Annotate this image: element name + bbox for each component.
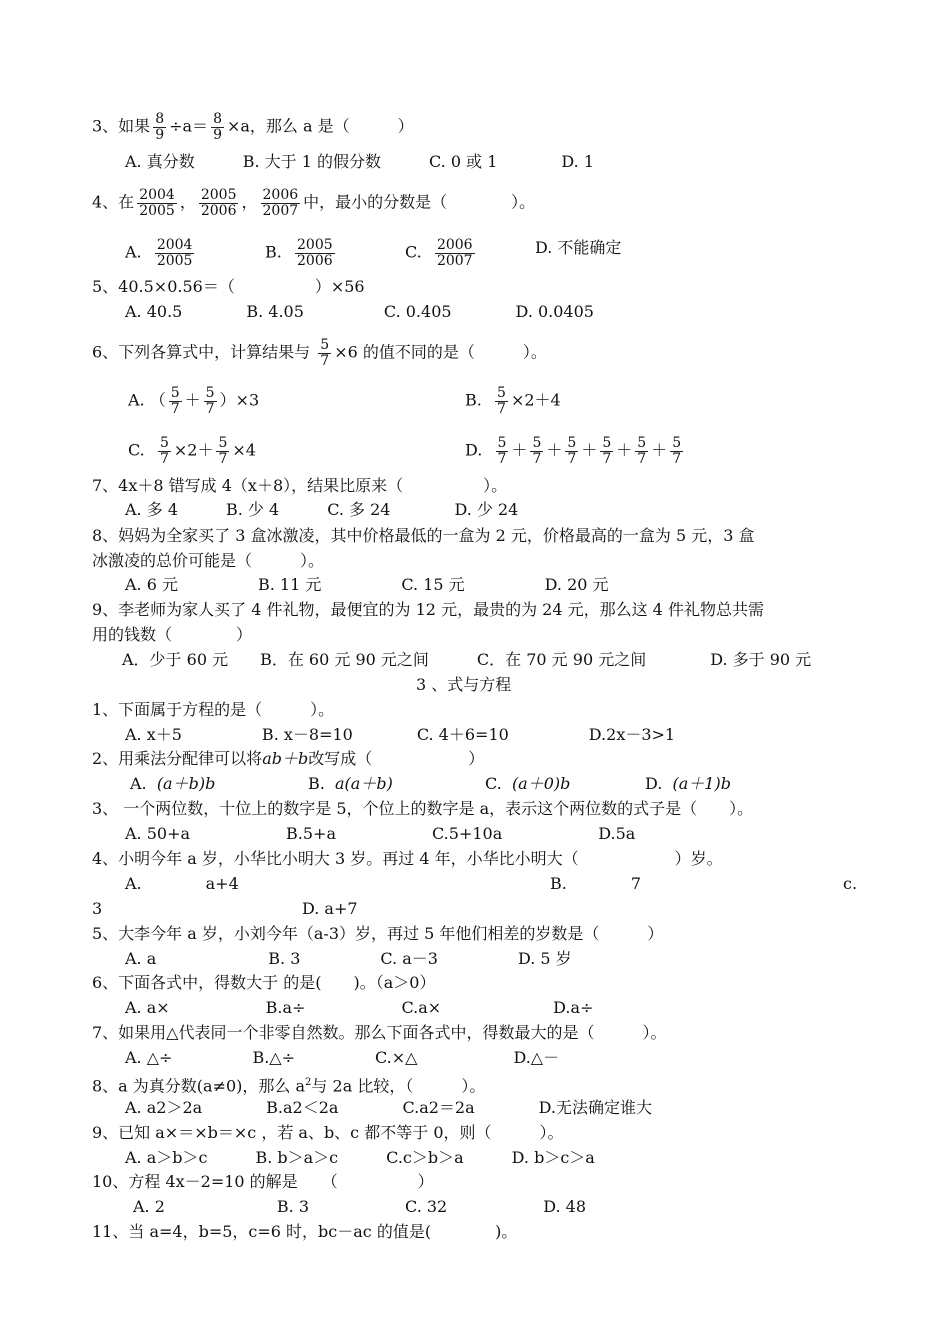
fraction-5-7: $\frac{5}{7}$ (320, 337, 330, 369)
fraction-2005-2006: $\frac{2005}{2006}$ (297, 237, 333, 269)
fraction-2004-2005: $\frac{2004}{2005}$ (156, 237, 193, 269)
question-9-line-1: 9、李老师为家人买了 4 件礼物，最便宜的为 12 元，最贵的为 24 元，那么这 4 件礼物总共需 (92, 600, 764, 619)
fraction-5-7: $\frac{5}{7}$ (532, 435, 542, 467)
eq-q4-option-a: A. a+4 (125, 874, 239, 893)
fraction-2004-2005: $\frac{2004}{2005}$ (139, 187, 175, 219)
eq-question-8: 8、a 为真分数(a≠0)，那么 $a^2$与 2a 比较，（ ）。 (92, 1076, 486, 1096)
q8-options: A. 6 元 B. 11 元 C. 15 元 D. 20 元 (125, 575, 609, 594)
q6-text-b: ×6 的值不同的是（ ）。 (334, 342, 547, 362)
fraction-2006-2007: $\frac{2006}{2007}$ (262, 187, 299, 219)
question-8-line-2: 冰激凌的总价可能是（ ）。 (92, 551, 325, 570)
fraction-5-7: $\frac{5}{7}$ (205, 385, 215, 417)
fraction-8-9: $\frac{8}{9}$ (213, 111, 222, 143)
fraction-5-7: $\frac{5}{7}$ (497, 435, 507, 467)
eq-q4-option-b: B. 7 (550, 874, 642, 893)
q4-sep: ， (179, 192, 196, 212)
eq-q1-options: A. x＋5 B. x－8=10 C. 4＋6=10 D.2x－3>1 (125, 725, 676, 744)
question-6 (92, 338, 547, 368)
eq-q2-option-d: D. (a＋1)b (645, 774, 731, 793)
fraction-8-9: $\frac{8}{9}$ (155, 111, 165, 143)
eq-q3-options: A. 50+a B.5+a C.5+10a D.5a (125, 824, 636, 843)
fraction-5-7: $\frac{5}{7}$ (497, 385, 506, 417)
q4-sep: ， (241, 192, 258, 212)
q3-text-b: ÷a＝ (169, 116, 209, 136)
eq-question-2: 2、用乘法分配律可以将ab＋b改写成（ ） (92, 749, 485, 768)
eq-q4-option-c-value: 3 (92, 899, 103, 918)
eq-question-9: 9、已知 a×＝×b＝×c ，若 a、b、c 都不等于 0，则（ ）。 (92, 1123, 564, 1142)
q4-text-c: 中，最小的分数是（ ）。 (303, 192, 536, 212)
eq-question-7: 7、如果用△代表同一个非零自然数。那么下面各式中，得数最大的是（ ）。 (92, 1023, 667, 1042)
q4-option-a: A. $\frac{2004}{2005}$ (125, 237, 193, 269)
eq-q2-option-a: A. (a＋b)b (130, 774, 216, 793)
fraction-5-7: $\frac{5}{7}$ (602, 435, 612, 467)
eq-q6-options: A. a× B.a÷ C.a× D.a÷ (125, 998, 594, 1017)
question-3 (92, 112, 414, 142)
fraction-5-7: $\frac{5}{7}$ (567, 435, 577, 467)
eq-q4-option-c: c. (843, 874, 858, 893)
eq-q4-option-d: D. a+7 (302, 899, 358, 918)
fraction-5-7: $\frac{5}{7}$ (672, 435, 682, 467)
q3-text-a: 3、如果 (92, 116, 151, 136)
q6-option-d: D. $\frac{5}{7}$ ＋ $\frac{5}{7}$ ＋ $\frac{5}{7}$ ＋ $\frac{5}{7}$ ＋ $\frac{5}{7}$ ＋ $\frac{5}{7}$ (465, 435, 682, 467)
question-4 (92, 188, 535, 218)
fraction-5-7: $\frac{5}{7}$ (159, 435, 169, 467)
eq-q10-options: A. 2 B. 3 C. 32 D. 48 (133, 1197, 587, 1216)
eq-question-4: 4、小明今年 a 岁，小华比小明大 3 岁。再过 4 年，小华比小明大（ ）岁。 (92, 849, 723, 868)
eq-q7-options: A. △÷ B.△÷ C.×△ D.△－ (125, 1048, 560, 1067)
eq-question-10: 10、方程 4x－2=10 的解是 （ ） (92, 1172, 434, 1191)
q3-options: A. 真分数 B. 大于 1 的假分数 C. 0 或 1 D. 1 (125, 152, 594, 171)
eq-question-3: 3、 一个两位数，十位上的数字是 5，个位上的数字是 a，表示这个两位数的式子是（ ）。 (92, 799, 754, 818)
q4-option-b: B. $\frac{2005}{2006}$ (265, 237, 333, 269)
eq-q8-options: A. a2＞2a B.a2＜2a C.a2＝2a D.无法确定谁大 (125, 1098, 652, 1117)
question-8-line-1: 8、妈妈为全家买了 3 盒冰激凌，其中价格最低的一盒为 2 元，价格最高的一盒为 5 元，3 盒 (92, 526, 755, 545)
eq-q5-options: A. a B. 3 C. a－3 D. 5 岁 (125, 949, 572, 968)
q3-text-c: ×a，那么 a 是（ ） (226, 116, 414, 136)
eq-q2-option-b: B. a(a＋b) (308, 774, 393, 793)
q6-text-a: 6、下列各算式中，计算结果与 (92, 342, 311, 362)
q4-option-d: D. 不能确定 (535, 238, 622, 257)
q6-option-a: A. （ $\frac{5}{7}$ ＋ $\frac{5}{7}$ ）×3 (128, 385, 260, 417)
q6-option-b: B. $\frac{5}{7}$ ×2＋4 (465, 385, 561, 417)
q9-options: A．少于 60 元 B．在 60 元 90 元之间 C．在 70 元 90 元之间 D. 多于 90 元 (122, 650, 812, 669)
eq-question-6: 6、下面各式中，得数大于 的是( )。（a＞0） (92, 973, 436, 992)
fraction-2005-2006: $\frac{2005}{2006}$ (200, 187, 237, 219)
q5-options: A. 40.5 B. 4.05 C. 0.405 D. 0.0405 (125, 302, 594, 321)
question-5: 5、40.5×0.56＝（ ）×56 (92, 277, 365, 296)
fraction-5-7: $\frac{5}{7}$ (218, 435, 228, 467)
eq-question-11: 11、当 a=4，b=5，c=6 时，bc－ac 的值是( )。 (92, 1222, 518, 1241)
eq-question-1: 1、下面属于方程的是（ ）。 (92, 700, 335, 719)
eq-question-5: 5、大李今年 a 岁，小刘今年（a-3）岁，再过 5 年他们相差的岁数是（ ） (92, 924, 664, 943)
eq-q2-option-c: C. (a＋0)b (485, 774, 571, 793)
section-title: 3 、式与方程 (416, 675, 512, 694)
q6-option-c: C. $\frac{5}{7}$ ×2＋ $\frac{5}{7}$ ×4 (128, 435, 256, 467)
q7-options: A. 多 4 B. 少 4 C. 多 24 D. 少 24 (125, 500, 519, 519)
expr-ab-plus-b: ab＋b (262, 749, 309, 768)
eq-q9-options: A. a＞b＞c B. b＞a＞c C.c＞b＞a D. b＞c＞a (125, 1148, 595, 1167)
question-9-line-2: 用的钱数（ ） (92, 625, 253, 644)
fraction-5-7: $\frac{5}{7}$ (637, 435, 647, 467)
fraction-2006-2007: $\frac{2006}{2007}$ (436, 237, 473, 269)
q4-option-c: C. $\frac{2006}{2007}$ (405, 237, 473, 269)
fraction-5-7: $\frac{5}{7}$ (170, 385, 180, 417)
q4-text-a: 4、在 (92, 192, 135, 212)
question-7: 7、4x＋8 错写成 4（x＋8），结果比原来（ ）。 (92, 476, 508, 495)
